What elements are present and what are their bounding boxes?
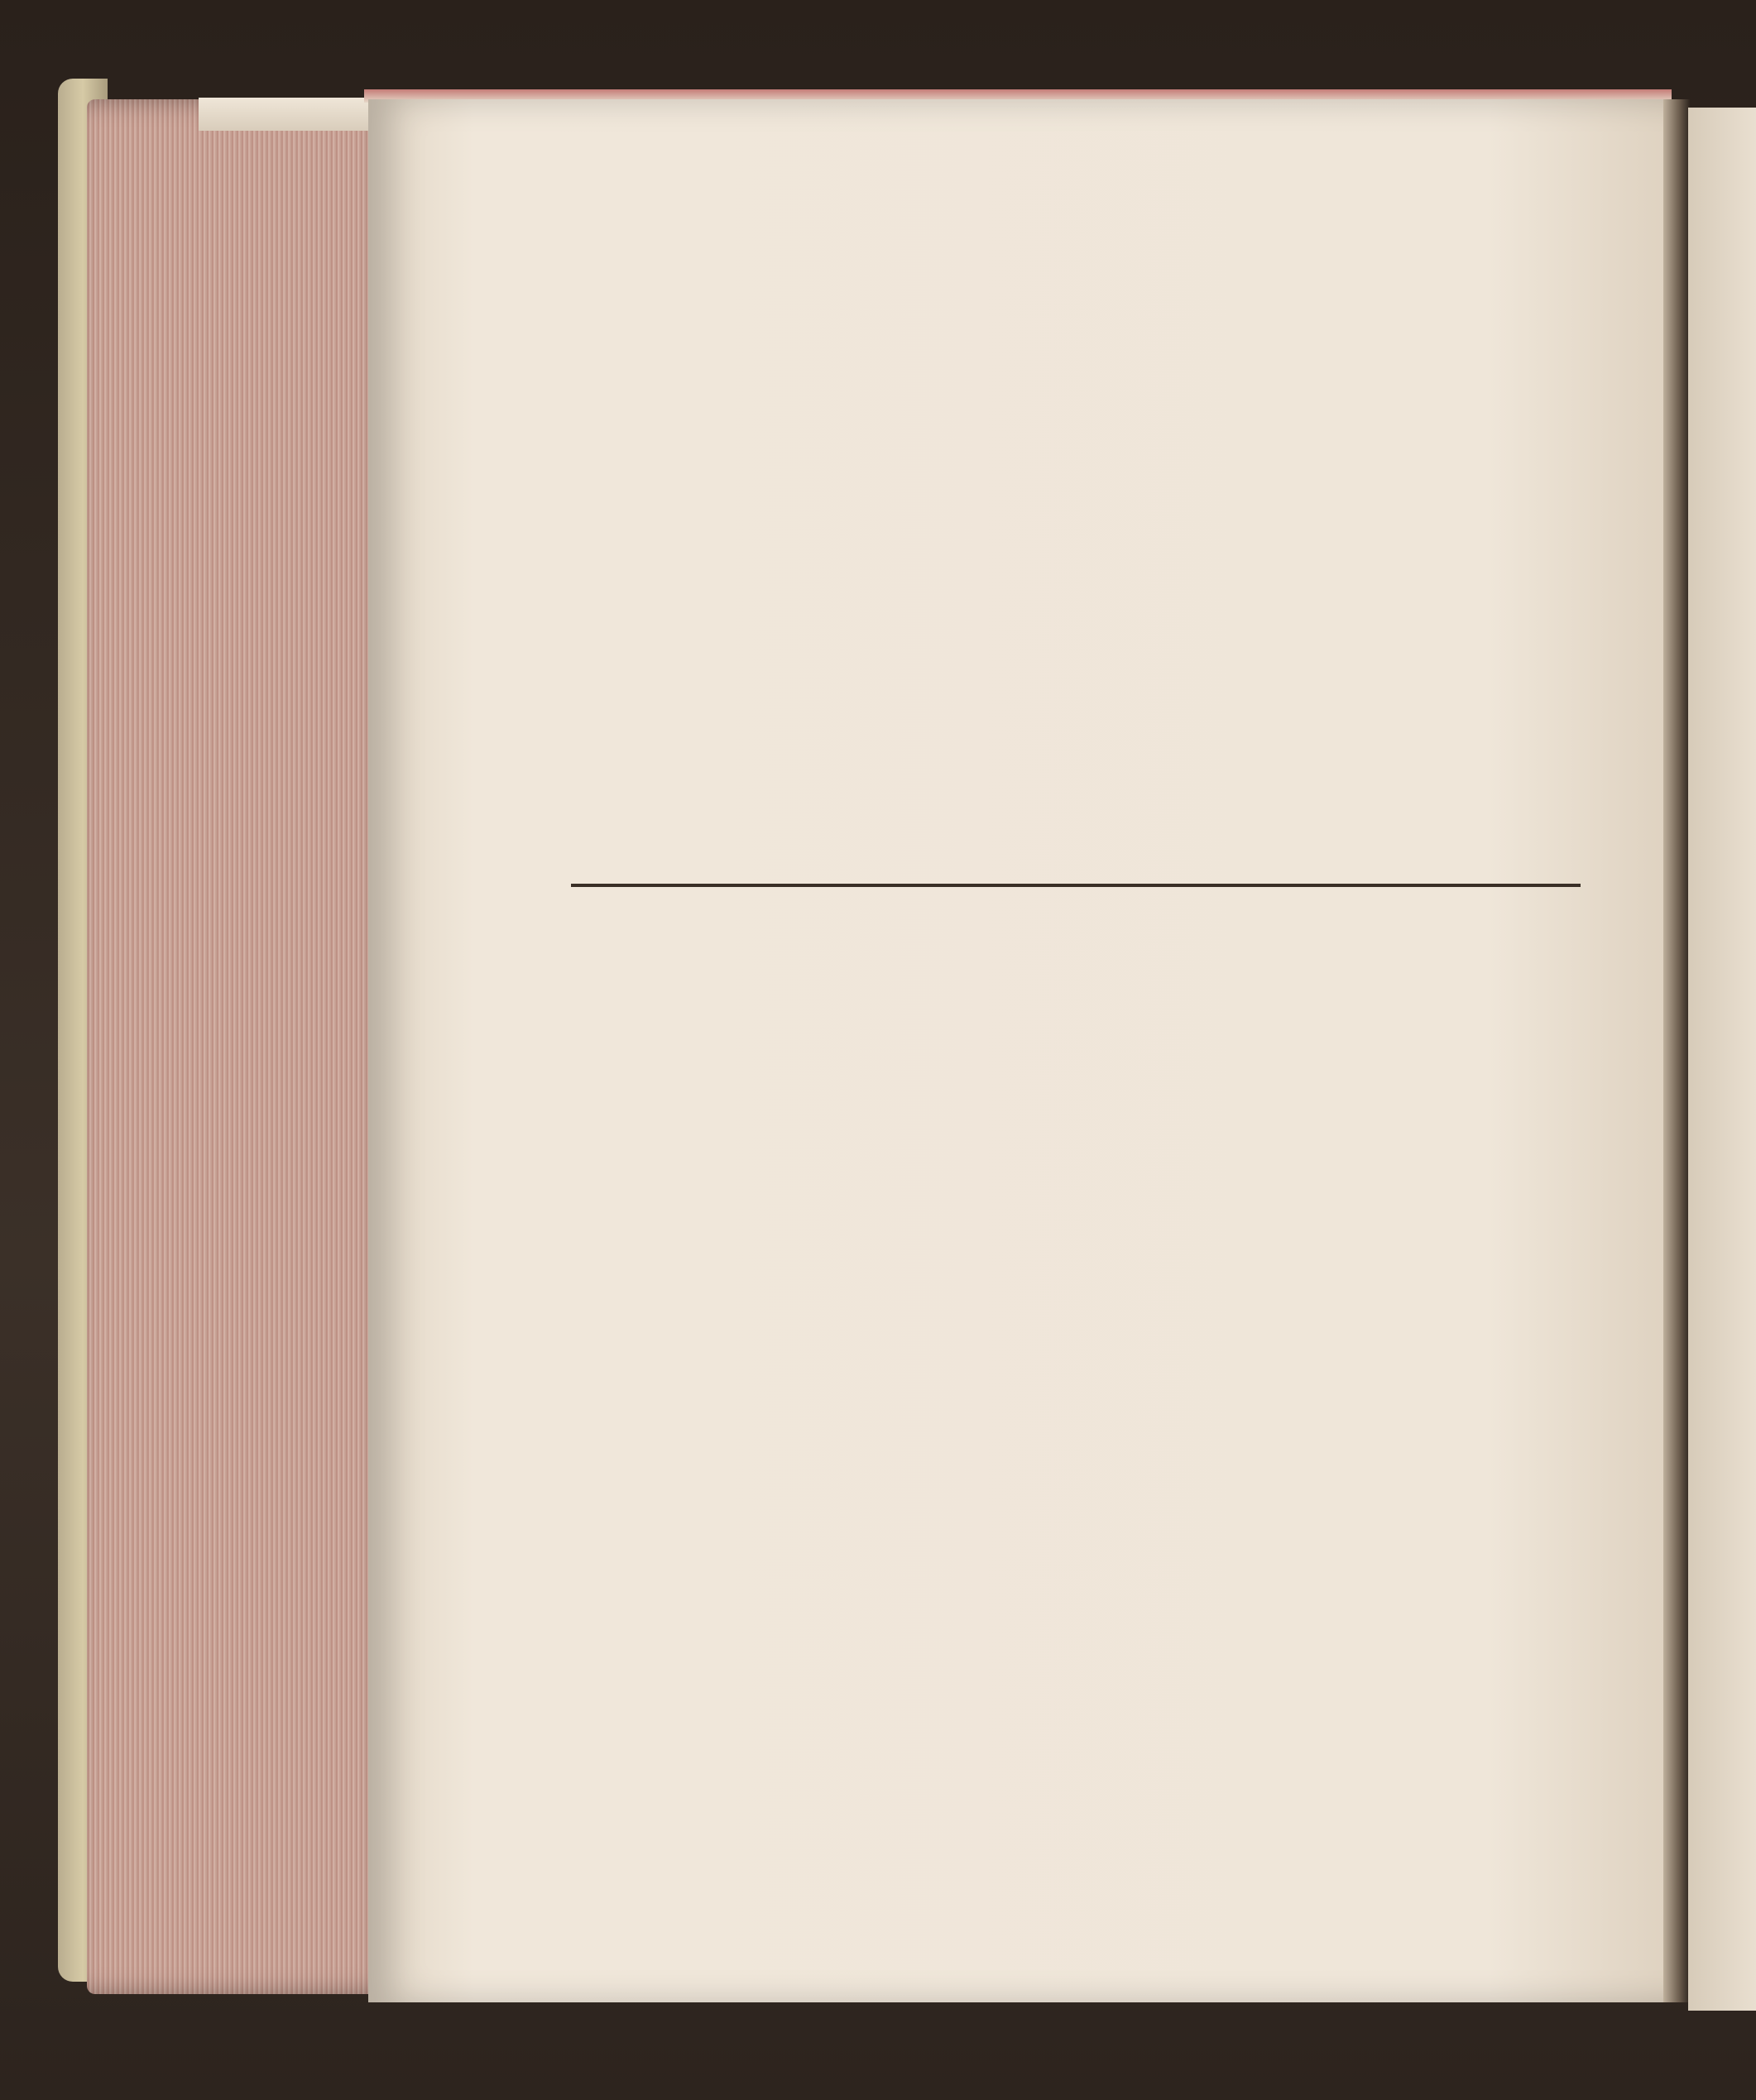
right-page xyxy=(1688,108,1756,2011)
page-edges-left xyxy=(87,99,401,1994)
left-page xyxy=(368,99,1686,2002)
book-gutter xyxy=(1663,99,1690,2002)
section-rule xyxy=(571,884,1581,887)
